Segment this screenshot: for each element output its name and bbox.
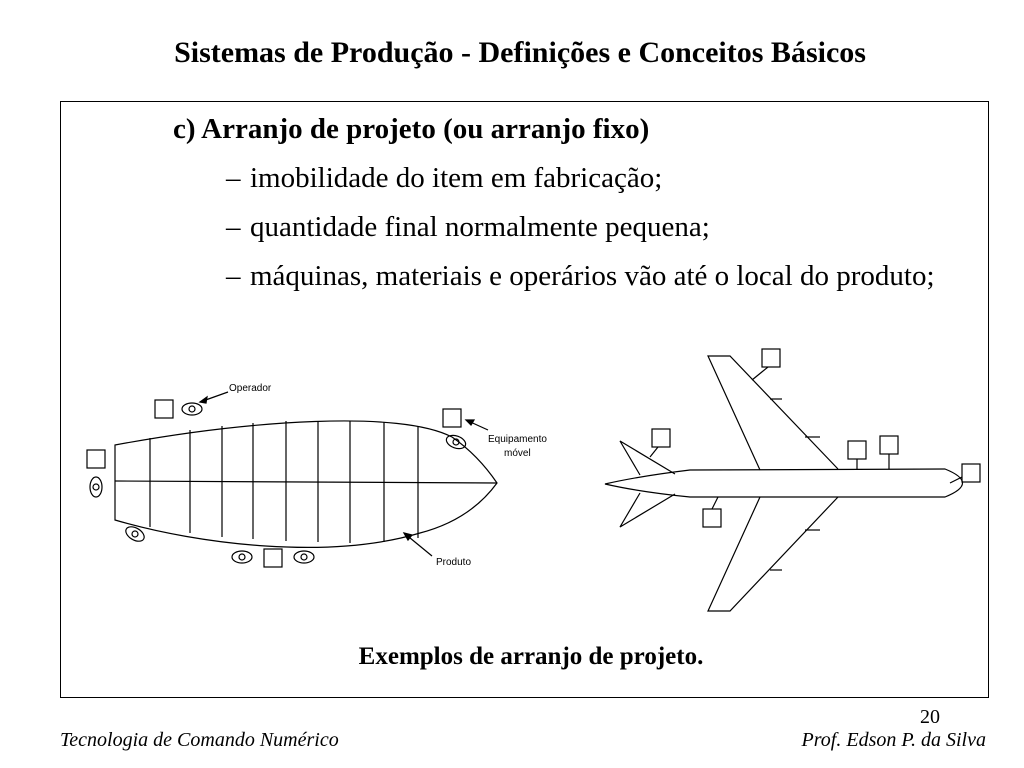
- footer-author: Prof. Edson P. da Silva: [801, 729, 986, 751]
- figure-caption: Exemplos de arranjo de projeto.: [358, 643, 704, 670]
- airplane-illustration: [605, 356, 963, 611]
- operator-icon: [294, 551, 314, 563]
- section-heading: c) Arranjo de projeto (ou arranjo fixo): [173, 113, 650, 145]
- slide-title: Sistemas de Produção - Definições e Conceitos Básicos: [174, 36, 866, 69]
- label-equipment-sub: móvel: [504, 448, 531, 459]
- operator-icon: [182, 403, 202, 415]
- equipment-box: [762, 349, 780, 367]
- operator-icon: [232, 551, 252, 563]
- operator-icon: [123, 524, 146, 544]
- label-equipment: Equipamento: [488, 434, 547, 445]
- ship-hull-illustration: [115, 421, 497, 547]
- equipment-box: [264, 549, 282, 567]
- label-product: Produto: [436, 557, 472, 568]
- equipment-box: [703, 509, 721, 527]
- bullet-dash: –: [226, 162, 241, 194]
- equipment-box: [155, 400, 173, 418]
- bullet-text: máquinas, materiais e operários vão até o local do produto;: [250, 260, 935, 292]
- footer-course: Tecnologia de Comando Numérico: [60, 729, 339, 751]
- bullet-text: quantidade final normalmente pequena;: [250, 211, 710, 243]
- equipment-box: [848, 441, 866, 459]
- operator-icon: [90, 477, 102, 497]
- bullet-text: imobilidade do item em fabricação;: [250, 162, 663, 194]
- page-number: 20: [920, 706, 940, 728]
- equipment-box: [87, 450, 105, 468]
- equipment-box: [443, 409, 461, 427]
- equipment-box: [962, 464, 980, 482]
- equipment-box: [652, 429, 670, 447]
- label-operator: Operador: [229, 383, 272, 394]
- bullet-dash: –: [226, 260, 241, 292]
- bullet-dash: –: [226, 211, 241, 243]
- equipment-box: [880, 436, 898, 454]
